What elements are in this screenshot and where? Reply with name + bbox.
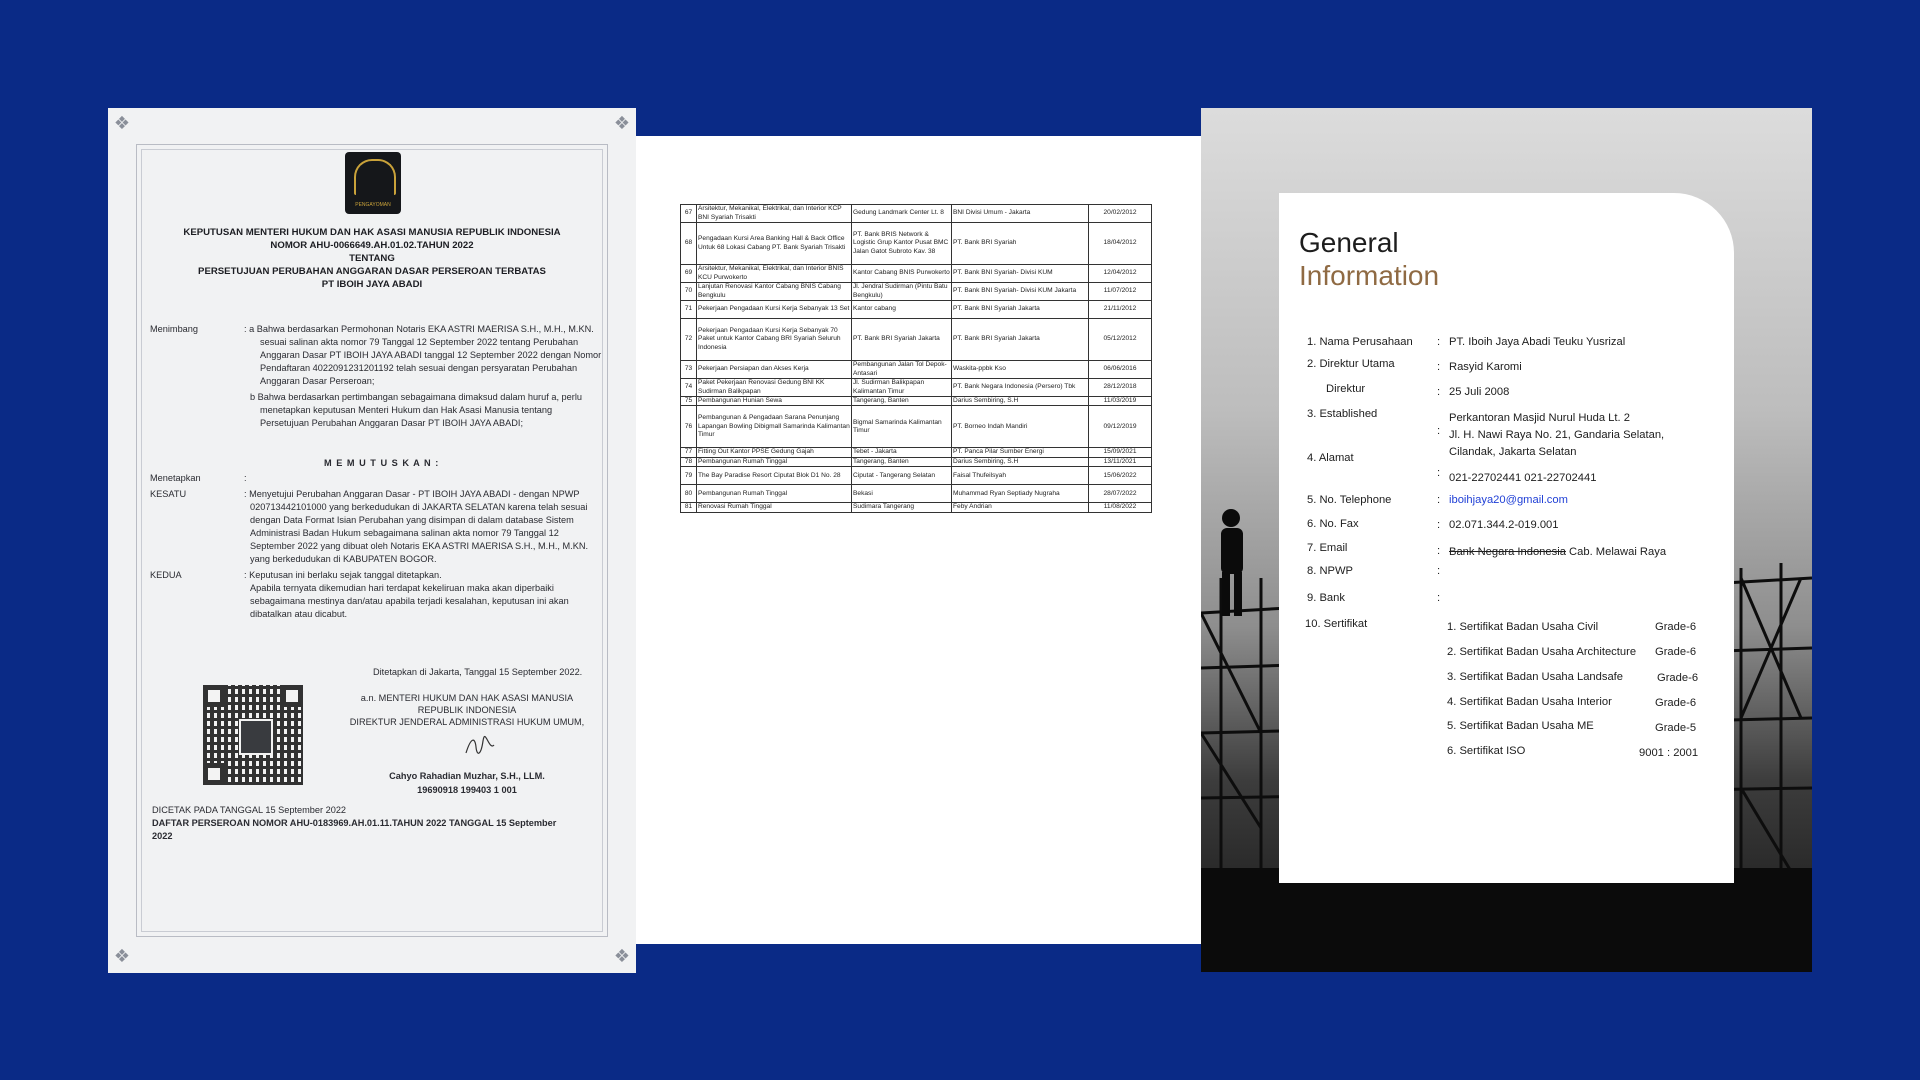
company-name-value: PT. Iboih Jaya Abadi Teuku Yusrizal xyxy=(1449,336,1626,348)
kesatu-line: : Menyetujui Perubahan Anggaran Dasar - PT IBOIH JAYA ABADI - dengan NPWP xyxy=(244,489,580,499)
work-cell: Pembangunan Rumah Tinggal xyxy=(697,457,852,466)
ornament-icon: ❖ xyxy=(613,113,631,134)
location-cell: Ciputat - Tangerang Selatan xyxy=(852,467,952,485)
signer-title: a.n. MENTERI HUKUM DAN HAK ASASI MANUSIA xyxy=(360,693,574,703)
email-link[interactable]: iboihjaya20@gmail.com xyxy=(1449,494,1568,506)
menimbang-a-line: : a Bahwa berdasarkan Permohonan Notaris EKA ASTRI MAERISA S.H., M.H., M.KN. xyxy=(244,324,594,334)
colon: : xyxy=(1437,386,1441,398)
work-cell: Pekerjaan Persiapan dan Akses Kerja xyxy=(697,361,852,379)
qr-code xyxy=(203,685,303,785)
kedua-line: dibatalkan atau dicabut. xyxy=(250,609,348,619)
certificate-grade: 9001 : 2001 xyxy=(1639,747,1699,759)
decree-number: NOMOR AHU-0066649.AH.01.02.TAHUN 2022 xyxy=(270,240,474,251)
table-row xyxy=(681,265,1152,283)
work-cell: Renovasi Rumah Tinggal xyxy=(697,503,852,512)
date-cell: 09/12/2019 xyxy=(1089,406,1152,448)
table-row xyxy=(681,397,1152,406)
signature-icon xyxy=(463,733,497,759)
date-cell: 11/08/2022 xyxy=(1089,503,1152,512)
client-cell: PT. Bank Negara Indonesia (Persero) Tbk xyxy=(952,379,1089,397)
printed-date: DICETAK PADA TANGGAL 15 September 2022 xyxy=(152,805,347,815)
address-line: Perkantoran Masjid Nurul Huda Lt. 2 xyxy=(1449,412,1630,424)
date-cell: 28/12/2018 xyxy=(1089,379,1152,397)
row-number: 71 xyxy=(681,301,697,319)
work-cell: Lanjutan Renovasi Kantor Cabang BNIS Cabang Bengkulu xyxy=(697,283,852,301)
address-line: Cilandak, Jakarta Selatan xyxy=(1449,446,1577,458)
client-cell: PT. Bank BRI Syariah xyxy=(952,223,1089,265)
email-label: 7. Email xyxy=(1307,542,1348,554)
bank-label: 9. Bank xyxy=(1307,592,1345,604)
telephone-label: 5. No. Telephone xyxy=(1307,494,1392,506)
kesatu-line: Administrasi Badan Hukum sebagaimana salinan akta nomor 79 Tanggal 12 xyxy=(250,528,559,538)
colon: : xyxy=(1437,336,1441,348)
location-cell: Tebet - Jakarta xyxy=(852,448,952,457)
row-number: 77 xyxy=(681,448,697,457)
kesatu-line: 020713442101000 yang berkedudukan di JAKARTA SELATAN karena telah sesuai xyxy=(250,502,588,512)
fax-label: 6. No. Fax xyxy=(1307,518,1359,530)
table-row xyxy=(681,467,1152,485)
client-cell: PT. Bank BNI Syariah- Divisi KUM Jakarta xyxy=(952,283,1089,301)
director-label: Direktur xyxy=(1326,383,1366,395)
kedua-label: KEDUA xyxy=(150,570,182,580)
client-cell: PT. Borneo Indah Mandiri xyxy=(952,406,1089,448)
client-cell: PT. Bank BNI Syariah Jakarta xyxy=(952,301,1089,319)
row-number: 75 xyxy=(681,397,697,406)
menimbang-a-line: Anggaran Dasar PT IBOIH JAYA ABADI tanggal 12 September 2022 dengan Nomor xyxy=(260,350,602,360)
kesatu-line: yang berkedudukan di KABUPATEN BOGOR. xyxy=(250,554,437,564)
row-number: 76 xyxy=(681,406,697,448)
certificate-name: 4. Sertifikat Badan Usaha Interior xyxy=(1447,696,1612,708)
signer-title: REPUBLIK INDONESIA xyxy=(417,705,517,715)
location-cell: PT. Bank BRI Syariah Jakarta xyxy=(852,319,952,361)
client-cell: PT. Bank BRI Syariah Jakarta xyxy=(952,319,1089,361)
table-row xyxy=(681,301,1152,319)
work-cell: Fitting Out Kantor PPSE Gedung Gajah xyxy=(697,448,852,457)
general-subtitle: Information xyxy=(1299,260,1440,291)
date-cell: 13/11/2021 xyxy=(1089,457,1152,466)
date-cell: 05/12/2012 xyxy=(1089,319,1152,361)
work-cell: Pekerjaan Pengadaan Kursi Kerja Sebanyak 13 Set xyxy=(697,301,852,319)
row-number: 80 xyxy=(681,485,697,503)
president-director-label: 2. Direktur Utama xyxy=(1307,358,1395,370)
colon: : xyxy=(1437,425,1441,437)
certificate-grade: Grade-6 xyxy=(1655,646,1697,658)
table-row xyxy=(681,406,1152,448)
menimbang-b-line: b Bahwa berdasarkan pertimbangan sebagaimana dimaksud dalam huruf a, perlu xyxy=(250,392,582,402)
table-row xyxy=(681,379,1152,397)
location-cell: PT. Bank BRIS Network & Logistic Grup Kantor Pusat BMC Jalan Gatot Subroto Kav. 38 xyxy=(852,223,952,265)
certificate-grade: Grade-6 xyxy=(1655,621,1697,633)
general-information-page xyxy=(1201,108,1812,972)
certificate-name: 6. Sertifikat ISO xyxy=(1447,745,1526,757)
colon: : xyxy=(1437,361,1441,373)
project-table xyxy=(680,204,1152,513)
menimbang-b-line: Persetujuan Perubahan Anggaran Dasar PT IBOIH JAYA ABADI; xyxy=(260,418,524,428)
company-name-label: 1. Nama Perusahaan xyxy=(1307,336,1413,348)
address-line: Jl. H. Nawi Raya No. 21, Gandaria Selatan, xyxy=(1449,429,1665,441)
ditetapkan-text: Ditetapkan di Jakarta, Tanggal 15 September 2022. xyxy=(373,667,583,677)
date-cell: 11/07/2012 xyxy=(1089,283,1152,301)
client-cell: Darius Sembiring, S.H xyxy=(952,457,1089,466)
location-cell: Gedung Landmark Center Lt. 8 xyxy=(852,205,952,223)
menetapkan-colon: : xyxy=(244,473,247,483)
menimbang-a-line: sesuai salinan akta nomor 79 Tanggal 12 September 2022 tentang Perubahan xyxy=(260,337,579,347)
certificate-name: 5. Sertifikat Badan Usaha ME xyxy=(1447,720,1594,732)
location-cell: Jl. Jendral Sudirman (Pintu Batu Bengkulu) xyxy=(852,283,952,301)
date-cell: 06/06/2016 xyxy=(1089,361,1152,379)
location-cell: Tangerang, Banten xyxy=(852,397,952,406)
decree-document xyxy=(108,108,636,973)
work-cell: Pembangunan Hunian Sewa xyxy=(697,397,852,406)
work-cell: Paket Pekerjaan Renovasi Gedung BNI KK Sudirman Balikpapan xyxy=(697,379,852,397)
client-cell: Waskita-ppbk Kso xyxy=(952,361,1089,379)
location-cell: Bigmal Samarinda Kalimantan Timur xyxy=(852,406,952,448)
table-row xyxy=(681,503,1152,512)
ornament-icon: ❖ xyxy=(613,946,631,967)
kedua-line: Apabila ternyata dikemudian hari terdapat kekeliruan maka akan diperbaiki xyxy=(250,583,554,593)
location-cell: Tangerang, Banten xyxy=(852,457,952,466)
kedua-line: : Keputusan ini berlaku sejak tanggal ditetapkan. xyxy=(244,570,442,580)
signer-title: DIREKTUR JENDERAL ADMINISTRASI HUKUM UMUM, xyxy=(349,717,585,727)
qr-emblem-icon xyxy=(239,719,273,755)
table-row xyxy=(681,485,1152,503)
location-cell: Kantor cabang xyxy=(852,301,952,319)
table-row xyxy=(681,457,1152,466)
row-number: 74 xyxy=(681,379,697,397)
bank-value xyxy=(1449,545,1666,559)
location-cell: Bekasi xyxy=(852,485,952,503)
decree-heading-line: TENTANG xyxy=(349,253,395,264)
established-label: 3. Established xyxy=(1307,408,1378,420)
date-cell: 15/09/2021 xyxy=(1089,448,1152,457)
kedua-line: sebagaimana mestinya dan/atau apabila terjadi kesalahan, keputusan ini akan xyxy=(250,596,569,606)
date-cell: 20/02/2012 xyxy=(1089,205,1152,223)
president-director-value: Rasyid Karomi xyxy=(1449,361,1522,373)
decree-company: PT IBOIH JAYA ABADI xyxy=(321,279,423,290)
colon: : xyxy=(1437,565,1441,577)
client-cell: Feby Andrian xyxy=(952,503,1089,512)
colon: : xyxy=(1437,519,1441,531)
row-number: 81 xyxy=(681,503,697,512)
table-row xyxy=(681,223,1152,265)
decree-subject: PERSETUJUAN PERUBAHAN ANGGARAN DASAR PERSEROAN TERBATAS xyxy=(198,266,546,277)
table-row xyxy=(681,205,1152,223)
location-cell: Sudimara Tangerang xyxy=(852,503,952,512)
decree-heading-line: KEPUTUSAN MENTERI HUKUM DAN HAK ASASI MANUSIA REPUBLIK INDONESIA xyxy=(183,227,561,238)
npwp-label: 8. NPWP xyxy=(1307,565,1354,577)
client-cell: PT. Panca Pilar Sumber Energi xyxy=(952,448,1089,457)
table-row xyxy=(681,361,1152,379)
menimbang-b-line: menetapkan keputusan Menteri Hukum dan Hak Asasi Manusia tentang xyxy=(260,405,553,415)
row-number: 79 xyxy=(681,467,697,485)
row-number: 78 xyxy=(681,457,697,466)
kesatu-label: KESATU xyxy=(150,489,187,499)
date-cell: 18/04/2012 xyxy=(1089,223,1152,265)
ministry-emblem-icon xyxy=(345,152,401,214)
general-info-card xyxy=(1279,193,1734,883)
work-cell: Pembangunan & Pengadaan Sarana Penunjang Lapangan Bowling Dibigmall Samarinda Kalimantan Timur xyxy=(697,406,852,448)
location-cell: Pembangunan Jalan Tol Depok-Antasari xyxy=(852,361,952,379)
client-cell: BNI Divisi Umum - Jakarta xyxy=(952,205,1089,223)
table-row xyxy=(681,283,1152,301)
ornament-icon: ❖ xyxy=(113,113,131,134)
signer-nip: 19690918 199403 1 001 xyxy=(417,785,517,795)
work-cell: Pembangunan Rumah Tinggal xyxy=(697,485,852,503)
certificate-name: 3. Sertifikat Badan Usaha Landsafe xyxy=(1447,671,1624,683)
location-cell: Jl. Sudirman Balikpapan Kalimantan Timur xyxy=(852,379,952,397)
table-row xyxy=(681,448,1152,457)
table-row xyxy=(681,319,1152,361)
menimbang-a-line: Anggaran Dasar Perseroan; xyxy=(260,376,375,386)
work-cell: Arsitektur, Mekanikal, Elektrikal, dan Interior BNIS KCU Purwokerto xyxy=(697,265,852,283)
menetapkan-label: Menetapkan xyxy=(150,473,201,483)
client-cell: Darius Sembiring, S.H xyxy=(952,397,1089,406)
row-number: 68 xyxy=(681,223,697,265)
row-number: 73 xyxy=(681,361,697,379)
certificate-grade: Grade-6 xyxy=(1655,697,1697,709)
general-title: General xyxy=(1299,227,1399,258)
certificate-name: 2. Sertifikat Badan Usaha Architecture xyxy=(1447,646,1637,658)
signer-name: Cahyo Rahadian Muzhar, S.H., LLM. xyxy=(389,771,545,781)
menimbang-a-line: Pendaftaran 4022091231201192 telah sesuai dengan persyaratan Perubahan xyxy=(260,363,578,373)
registration-line: DAFTAR PERSEROAN NOMOR AHU-0183969.AH.01.11.TAHUN 2022 TANGGAL 15 September xyxy=(152,818,557,828)
work-cell: The Bay Paradise Resort Ciputat Blok D1 No. 28 xyxy=(697,467,852,485)
address-label: 4. Alamat xyxy=(1307,452,1354,464)
date-cell: 28/07/2022 xyxy=(1089,485,1152,503)
ornament-icon: ❖ xyxy=(113,946,131,967)
location-cell: Kantor Cabang BNIS Purwokerto xyxy=(852,265,952,283)
kesatu-line: September 2022 yang dibuat oleh Notaris EKA ASTRI MAERISA S.H., M.H., M.KN. xyxy=(250,541,589,551)
npwp-value: 02.071.344.2-019.001 xyxy=(1449,519,1559,531)
date-cell: 12/04/2012 xyxy=(1089,265,1152,283)
colon: : xyxy=(1437,592,1441,604)
work-cell: Pengadaan Kursi Area Banking Hall & Back Office Untuk 68 Lokasi Cabang PT. Bank Syariah Trisakti xyxy=(697,223,852,265)
emblem-text: PENGAYOMAN xyxy=(355,202,391,208)
bank-branch-text: Cab. Melawai Raya xyxy=(1565,546,1667,558)
certificate-grade: Grade-5 xyxy=(1655,722,1697,734)
colon: : xyxy=(1437,545,1441,557)
row-number: 69 xyxy=(681,265,697,283)
colon: : xyxy=(1437,494,1441,506)
client-cell: PT. Bank BNI Syariah- Divisi KUM xyxy=(952,265,1089,283)
project-list-page xyxy=(636,136,1201,944)
date-cell: 15/06/2022 xyxy=(1089,467,1152,485)
telephone-value: 021-22702441 021-22702441 xyxy=(1449,472,1597,484)
row-number: 67 xyxy=(681,205,697,223)
work-cell: Pekerjaan Pengadaan Kursi Kerja Sebanyak 70 Paket untuk Kantor Cabang BRI Syariah Seluruh Indonesia xyxy=(697,319,852,361)
row-number: 70 xyxy=(681,283,697,301)
date-cell: 11/03/2019 xyxy=(1089,397,1152,406)
colon: : xyxy=(1437,467,1441,479)
menimbang-label: Menimbang xyxy=(150,324,199,334)
client-cell: Muhammad Ryan Septiady Nugraha xyxy=(952,485,1089,503)
date-cell: 21/11/2012 xyxy=(1089,301,1152,319)
bank-struck-text: Bank Negara Indonesia xyxy=(1449,546,1566,558)
work-cell: Arsitektur, Mekanikal, Elektrikal, dan Interior KCP BNI Syariah Trisakti xyxy=(697,205,852,223)
certificate-label: 10. Sertifikat xyxy=(1305,618,1368,630)
row-number: 72 xyxy=(681,319,697,361)
certificate-grade: Grade-6 xyxy=(1657,672,1699,684)
client-cell: Faisal Thufeilsyah xyxy=(952,467,1089,485)
memutuskan-heading: M E M U T U S K A N : xyxy=(324,458,440,468)
certificate-name: 1. Sertifikat Badan Usaha Civil xyxy=(1447,621,1599,633)
registration-line: 2022 xyxy=(152,831,173,841)
kesatu-line: dengan Data Format Isian Perubahan yang disimpan di dalam database Sistem xyxy=(250,515,574,525)
established-value: 25 Juli 2008 xyxy=(1449,386,1510,398)
